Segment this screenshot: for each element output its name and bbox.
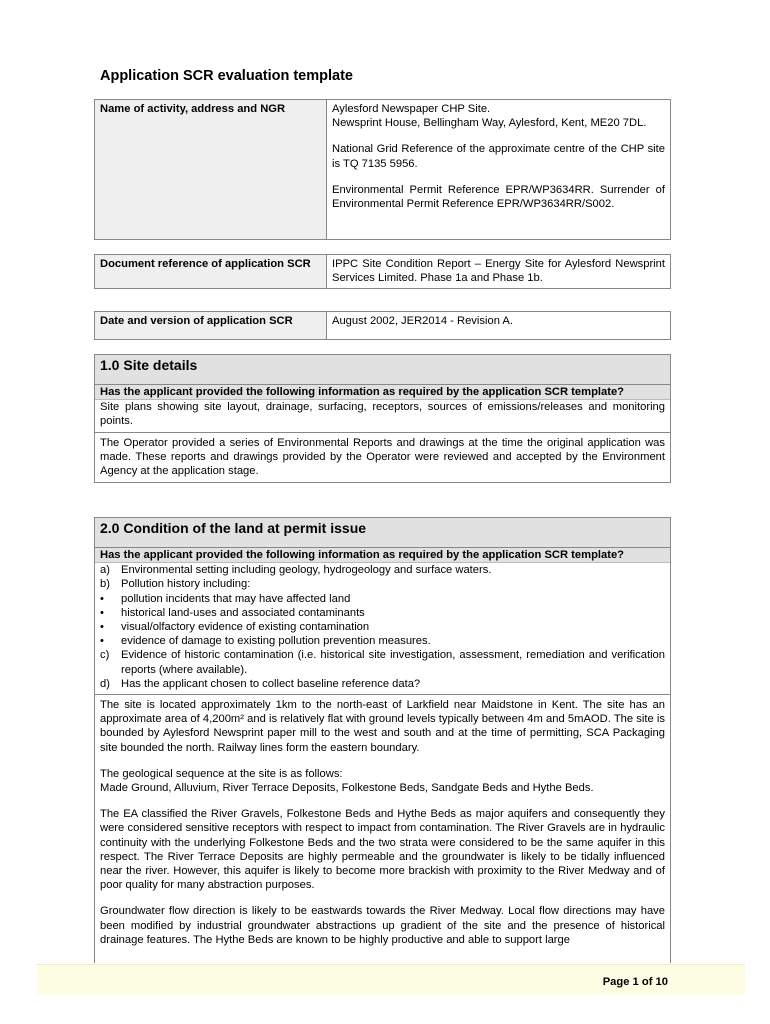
land-condition-section xyxy=(94,517,671,963)
list-text: Environmental setting including geology, hydrogeology and surface waters. xyxy=(121,564,492,577)
list-marker: a) xyxy=(100,564,110,577)
section-requirements xyxy=(95,563,670,695)
requirements-list xyxy=(100,563,665,691)
date-version-value xyxy=(327,312,671,340)
activity-paragraph: Aylesford Newspaper CHP Site. Newsprint House, Bellingham Way, Aylesford, Kent, ME20 7DL. xyxy=(332,103,647,130)
page-number: Page 1 of 10 xyxy=(602,976,668,988)
section-answer xyxy=(95,433,670,483)
activity-paragraph: National Grid Reference of the approximate centre of the CHP site is TQ 7135 5956. xyxy=(332,143,665,170)
date-version-paragraph: August 2002, JER2014 - Revision A. xyxy=(332,315,513,327)
activity-label: Name of activity, address and NGR xyxy=(95,100,327,240)
list-item xyxy=(100,620,665,634)
activity-value xyxy=(327,100,671,240)
answer-paragraph: Groundwater flow direction is likely to be eastwards towards the River Medway. Local flow directions may have been modified by industrial groundwater abstractions up gradient of the site and the presence of historical drainage features. The Hythe Beds are known to be highly productive and able to support large xyxy=(100,905,665,946)
list-text: historical land-uses and associated contaminants xyxy=(121,606,365,619)
list-text: Has the applicant chosen to collect baseline reference data? xyxy=(121,677,421,690)
list-text: pollution incidents that may have affected land xyxy=(121,592,351,605)
document-reference-value xyxy=(327,255,671,289)
list-item xyxy=(100,606,665,620)
list-marker: b) xyxy=(100,578,110,591)
list-marker: c) xyxy=(100,649,110,662)
section-requirement: Site plans showing site layout, drainage, surfacing, receptors, sources of emissions/releases and monitoring points. xyxy=(95,400,670,432)
list-marker: d) xyxy=(100,677,110,690)
site-details-section xyxy=(94,354,671,483)
section-answer xyxy=(95,695,670,951)
list-marker: • xyxy=(100,635,104,648)
list-text: evidence of damage to existing pollution prevention measures. xyxy=(121,635,431,648)
date-version-table xyxy=(94,311,671,340)
list-text: Pollution history including: xyxy=(121,578,251,591)
list-marker: • xyxy=(100,621,104,634)
answer-paragraph: The Operator provided a series of Environmental Reports and drawings at the time the original application was made. These reports and drawings provided by the Operator were reviewed and accepted by the Environment Agency at the application stage. xyxy=(100,436,665,478)
document-reference-table xyxy=(94,254,671,289)
list-text: visual/olfactory evidence of existing contamination xyxy=(121,621,370,634)
list-item xyxy=(100,563,665,577)
document-reference-paragraph: IPPC Site Condition Report – Energy Site for Aylesford Newsprint Services Limited. Phase 1a and Phase 1b. xyxy=(332,258,665,285)
activity-info-table xyxy=(94,99,671,240)
section-question: Has the applicant provided the following information as required by the application SCR template? xyxy=(95,548,670,563)
section-heading: 1.0 Site details xyxy=(95,355,670,385)
page-title: Application SCR evaluation template xyxy=(100,68,353,84)
answer-paragraph: The EA classified the River Gravels, Folkestone Beds and Hythe Beds as major aquifers and consequently they were considered sensitive receptors with respect to impact from contamination. The River Gravels are in hydraulic continuity with the underlying Folkestone Beds and the two strata were considered to be the same aquifer in this respect. The River Terrace Deposits are highly permeable and the groundwater is likely to be tidally influenced near the river. However, this aquifer is likely to become more brackish with proximity to the River Medway and of poor quality for many abstraction purposes. xyxy=(100,808,665,892)
page-footer xyxy=(37,964,745,995)
answer-paragraph: The site is located approximately 1km to the north-east of Larkfield near Maidstone in Kent. The site has an approximate area of 4,200m² and is relatively flat with ground levels typically between 4m and 5mAOD. The site is bounded by Aylesford Newsprint paper mill to the west and south and at the time of permitting, SCA Packaging site bounded the north. Railway lines form the eastern boundary. xyxy=(100,699,665,754)
date-version-label: Date and version of application SCR xyxy=(95,312,327,340)
list-text: Evidence of historic contamination (i.e. historical site investigation, assessment, remediation and verification reports (where available). xyxy=(121,649,665,676)
section-heading: 2.0 Condition of the land at permit issue xyxy=(95,518,670,548)
list-item xyxy=(100,648,665,676)
list-marker: • xyxy=(100,592,104,605)
answer-paragraph: The geological sequence at the site is as follows: Made Ground, Alluvium, River Terrace Deposits, Folkestone Beds, Sandgate Beds and Hythe Beds. xyxy=(100,767,594,795)
list-item xyxy=(100,592,665,606)
section-question: Has the applicant provided the following information as required by the application SCR template? xyxy=(95,385,670,400)
list-item xyxy=(100,677,665,691)
activity-paragraph: Environmental Permit Reference EPR/WP3634RR. Surrender of Environmental Permit Reference EPR/WP3634RR/S002. xyxy=(332,183,665,211)
list-item xyxy=(100,634,665,648)
list-marker: • xyxy=(100,606,104,619)
list-item xyxy=(100,577,665,591)
document-reference-label: Document reference of application SCR xyxy=(95,255,327,289)
